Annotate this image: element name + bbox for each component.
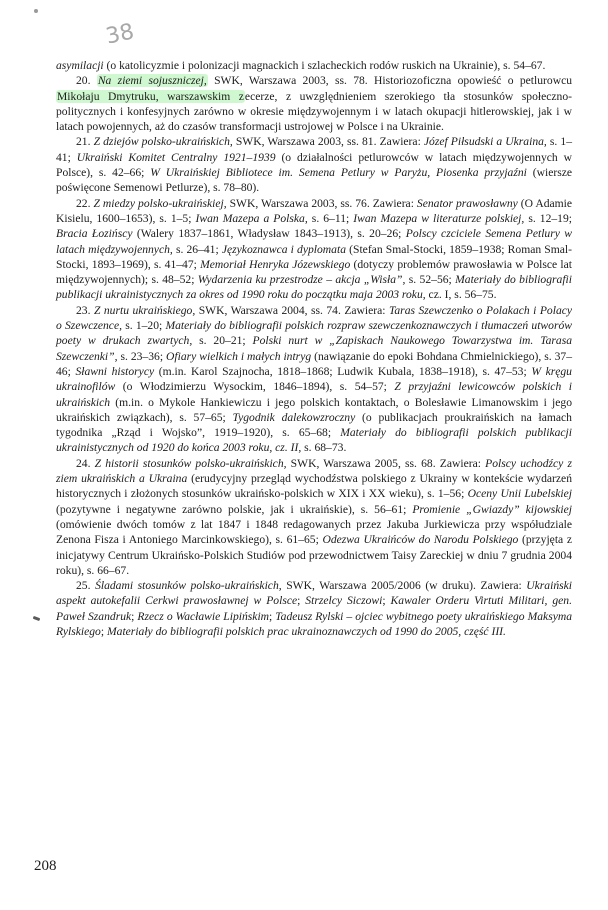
highlighted-title: Na ziemi sojuszniczej, <box>97 74 207 88</box>
highlighted-name: Mikołaju Dmytruku, warszawskim z <box>57 89 244 103</box>
entry-22: 22. Z miedzy polsko-ukraińskiej, SWK, Warszawa 2003, ss. 76. Zawiera: Senator prawosławny (O Adamie Kisielu, 1600–1653), s. 1–5; Iwan Mazepa a Polska, s. 6–11; Iwan Mazepa w literaturze polskiej, s. 12–19; Bracia Łozińscy (Walery 1837–1861, Władysław 1843–1913), s. 20–26; Polscy czciciele Semena Petlury w latach międzywojennych, s. 26–41; Językoznawca i dyplomata (Stefan Smal-Stocki, 1859–1938; Roman Smal-Stocki, 1893–1969), s. 41–47; Memoriał Henryka Józewskiego (dotyczy problemów prawosławia w Polsce lat międzywojennych); s. 48–52; Wydarzenia ku przestrodze – akcja „Wisła”, s. 52–56; Materiały do bibliografii publikacji ukrainistycznych za okres od 1990 roku do początku maja 2003 roku, cz. I, s. 56–75. <box>56 196 573 302</box>
bibliography-text <box>56 58 572 639</box>
entry-21: 21. Z dziejów polsko-ukraińskich, SWK, Warszawa 2003, ss. 81. Zawiera: Józef Piłsudski a Ukraina, s. 1–41; Ukraiński Komitet Centralny 1921–1939 (o działalności petlurowców w latach międzywojennych w Polsce), s. 42–66; W Ukraińskiej Bibliotece im. Semena Petlury w Paryżu, Piosenka przyjaźni (wiersze poświęcone Semenowi Petlurze), s. 78–80). <box>56 135 572 195</box>
intro-paragraph: asymilacji (o katolicyzmie i polonizacji magnackich i szlacheckich rodów ruskich na Ukrainie), s. 54–67. <box>56 59 546 72</box>
pencil-page-mark: 38 <box>103 19 137 50</box>
entry-24: 24. Z historii stosunków polsko-ukraińskich, SWK, Warszawa 2005, ss. 68. Zawiera: Polscy uchodźcy z ziem ukraińskich a Ukraina (erudycyjny przegląd wychodźstwa polskiego z Ukrainy w kontekście wydarzeń historycznych i złożonych stosunków ukraińsko-polskich w XIX i XX wieku), s. 1–56; Oceny Unii Lubelskiej (pozytywne i negatywne zarówno polskie, jak i ukraińskie), s. 56–61; Promienie „Gwiazdy” kijowskiej (omówienie dwóch tomów z lat 1847 i 1848 redagowanych przez Jakuba Jurkiewicza przy współudziale Zenona Fisza i Antoniego Marcinkowskiego), s. 61–65; Odezwa Ukraińców do Narodu Polskiego (przyjęta z inicjatywy Centrum Ukraińsko-Polskich Studiów pod przewodnictwem Taisy Zareckiej w dniu 7 grudnia 2004 roku), s. 66–67. <box>56 456 573 577</box>
scan-speck <box>33 616 41 621</box>
page-number: 208 <box>34 858 57 874</box>
entry-25: 25. Śladami stosunków polsko-ukraińskich, SWK, Warszawa 2005/2006 (w druku). Zawiera: Ukraiński aspekt autokefalii Cerkwi prawosławnej w Polsce; Strzelcy Siczowi; Kawaler Orderu Virtuti Militari, gen. Paweł Szandruk; Rzecz o Wacławie Lipińskim; Tadeusz Rylski – ojciec wybitnego poety ukraińskiego Maksyma Rylskiego; Materiały do bibliografii polskich prac ukrainoznawczych od 1990 do 2005, część III. <box>56 579 573 638</box>
entry-23: 23. Z nurtu ukraińskiego, SWK, Warszawa 2004, ss. 74. Zawiera: Taras Szewczenko o Polakach i Polacy o Szewczence, s. 1–20; Materiały do bibliografii polskich rozpraw szewczenkoznawczych i tłumaczeń utworów poety w drukach zwartych, s. 20–21; Polski nurt w „Zapiskach Naukowego Towarzystwa im. Tarasa Szewczenki”, s. 23–36; Ofiary wielkich i małych intryg (nawiązanie do epoki Bohdana Chmielnickiego), s. 37–46; Sławni historycy (m.in. Karol Szajnocha, 1818–1868; Ludwik Kubala, 1838–1918), s. 47–53; W kręgu ukrainofilów (o Włodzimierzu Wysockim, 1846–1894), s. 54–57; Z przyjaźni lewicowców polskich i ukraińskich (m.in. o Mykole Hankiewiczu i jego polskich kontaktach, o Bolesławie Limanowskim i jego ukraińskich związkach), s. 57–65; Tygodnik dalekowzroczny (o publikacjach proukraińskich na łamach tygodnika „Rząd i Wojsko”, 1919–1920), s. 65–68; Materiały do bibliografii polskich publikacji ukrainistycznych od 1920 do końca 2003 roku, cz. II, s. 68–73. <box>56 303 573 455</box>
entry-20: 20. Na ziemi sojuszniczej, SWK, Warszawa 2003, ss. 78. Historiozoficzna opowieść o petlurowcu Mikołaju Dmytruku, warszawskim zecerze, z uwzględnieniem szerokiego tła stosunków społeczno-politycznych i konfesyjnych zarówno w okresie międzywojennym i w latach okupacji hitlerowskiej, jak i w latach powojennych, aż do czasów transformacji ustrojowej w Polsce i na Ukrainie. <box>56 74 573 134</box>
scan-speck <box>34 9 38 13</box>
